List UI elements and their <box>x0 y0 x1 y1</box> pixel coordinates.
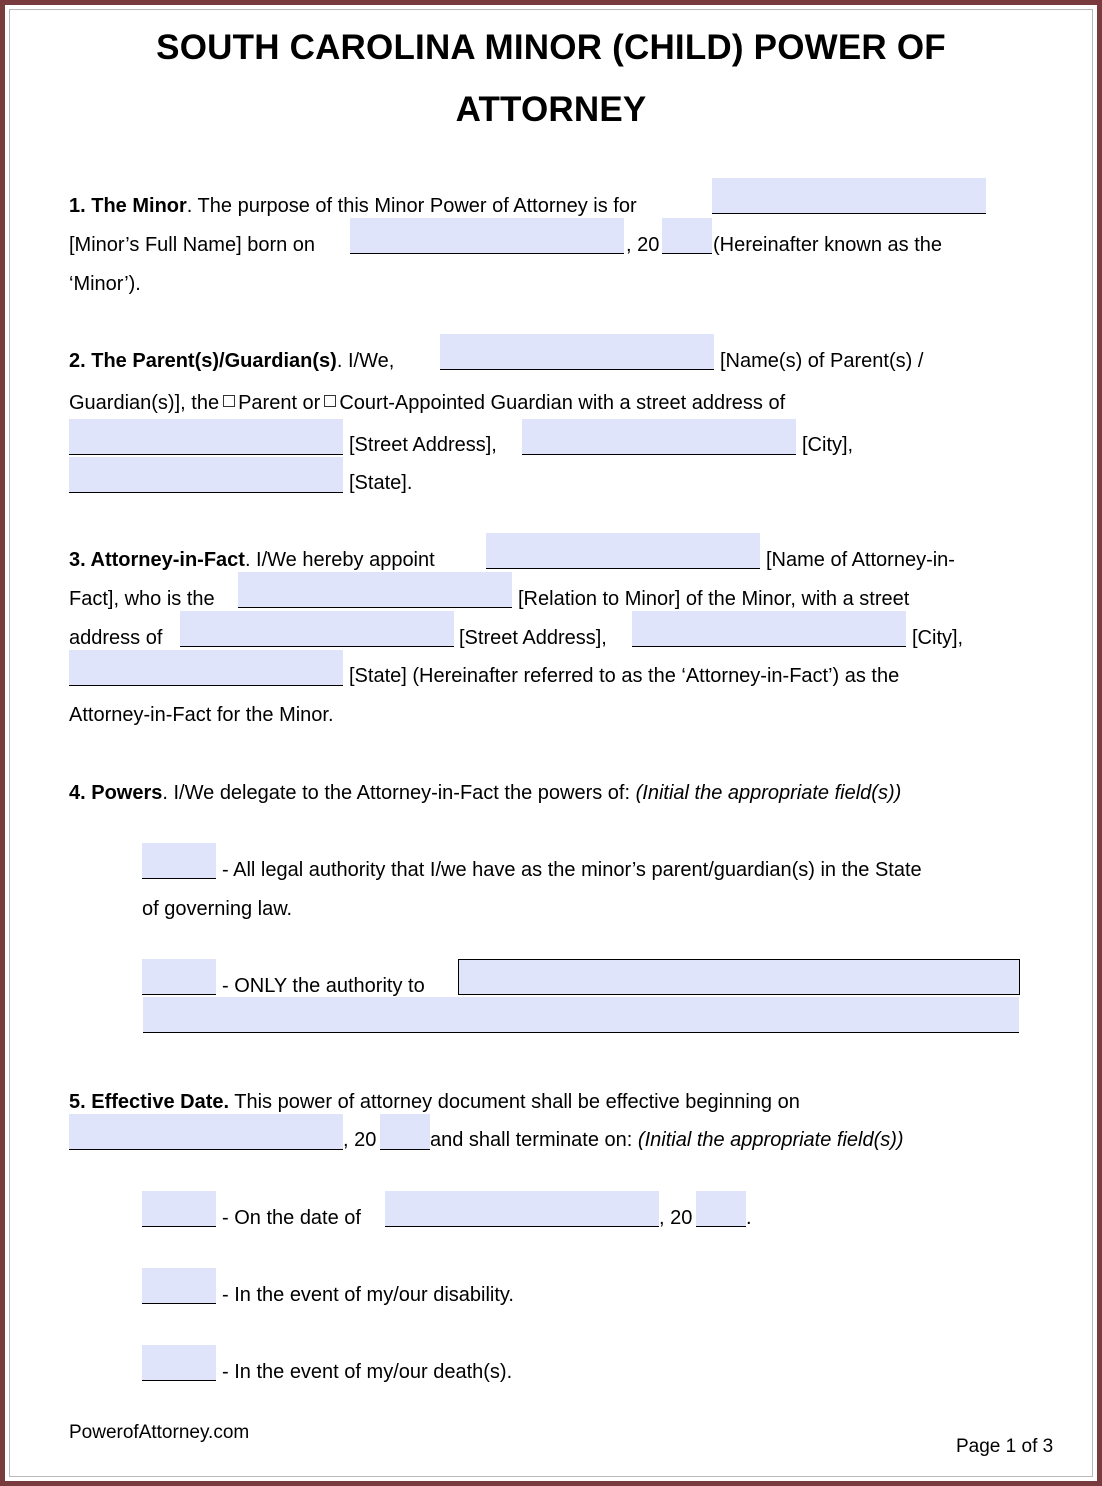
limited-authority-description-continued-field[interactable] <box>143 997 1019 1033</box>
section-1-line-3: ‘Minor’). <box>69 273 141 295</box>
section-1-line-2: [Minor’s Full Name] born on <box>69 234 316 256</box>
footer-page-number: Page 1 of 3 <box>956 1436 1054 1457</box>
parent-names-field[interactable] <box>440 334 714 370</box>
attorney-street-address-field[interactable] <box>180 611 454 647</box>
parent-state-field[interactable] <box>69 457 343 493</box>
section-2-line-2: Guardian(s)], the Parent or Court-Appointed Guardian with a street address of <box>69 392 786 414</box>
termination-year-field[interactable] <box>696 1191 746 1227</box>
attorney-city-field[interactable] <box>632 611 906 647</box>
powers-option-2-line: - ONLY the authority to <box>222 975 425 997</box>
section-1-line-1: 1. The Minor. The purpose of this Minor Power of Attorney is for <box>69 195 637 217</box>
parent-street-address-field[interactable] <box>69 419 343 455</box>
powers-limited-authority-initial-field[interactable] <box>142 959 216 995</box>
section-3-line-5: Attorney-in-Fact for the Minor. <box>69 704 334 726</box>
section-2-line-1: 2. The Parent(s)/Guardian(s). I/We, <box>69 350 395 372</box>
section-3-line-3: address of <box>69 627 163 649</box>
section-4-instruction: (Initial the appropriate field(s)) <box>635 782 902 804</box>
terminate-death-initial-field[interactable] <box>142 1345 216 1381</box>
minor-birth-year-field[interactable] <box>662 218 712 254</box>
section-4-heading: 4. Powers <box>69 782 163 804</box>
effective-start-date-field[interactable] <box>69 1114 343 1150</box>
section-5-instruction: (Initial the appropriate field(s)) <box>637 1129 904 1151</box>
termination-date-field[interactable] <box>385 1191 659 1227</box>
section-3-line-2: Fact], who is the <box>69 588 215 610</box>
footer-site: PowerofAttorney.com <box>69 1422 250 1443</box>
parent-city-field[interactable] <box>522 419 796 455</box>
section-2-heading: 2. The Parent(s)/Guardian(s) <box>69 350 337 372</box>
section-4-line-1: 4. Powers. I/We delegate to the Attorney-in-Fact the powers of: (Initial the appropriate field(s)) <box>69 782 902 804</box>
terminate-disability-initial-field[interactable] <box>142 1268 216 1304</box>
attorney-name-field[interactable] <box>486 533 760 569</box>
section-1-heading: 1. The Minor <box>69 195 187 217</box>
powers-option-1-line-1: - All legal authority that I/we have as the minor’s parent/guardian(s) in the State <box>222 859 922 881</box>
terminate-on-date-initial-field[interactable] <box>142 1191 216 1227</box>
attorney-state-field[interactable] <box>69 650 343 686</box>
minor-birth-date-field[interactable] <box>350 218 624 254</box>
attorney-relation-field[interactable] <box>238 572 512 608</box>
terminate-death-line: - In the event of my/our death(s). <box>222 1361 513 1383</box>
powers-option-1-line-2: of governing law. <box>142 898 293 920</box>
effective-start-year-field[interactable] <box>380 1114 430 1150</box>
section-3-line-1: 3. Attorney-in-Fact. I/We hereby appoint <box>69 549 435 571</box>
section-5-heading: 5. Effective Date. <box>69 1091 230 1113</box>
minor-full-name-field[interactable] <box>712 178 986 214</box>
section-5-line-1: 5. Effective Date. This power of attorney document shall be effective beginning on <box>69 1091 800 1113</box>
document-title-line2: ATTORNEY <box>455 90 647 129</box>
guardian-checkbox[interactable] <box>324 395 336 407</box>
terminate-disability-line: - In the event of my/our disability. <box>222 1284 514 1306</box>
parent-checkbox[interactable] <box>223 395 235 407</box>
section-3-heading: 3. Attorney-in-Fact <box>69 549 245 571</box>
document-title-line1: SOUTH CAROLINA MINOR (CHILD) POWER OF <box>156 28 946 67</box>
powers-all-authority-initial-field[interactable] <box>142 843 216 879</box>
limited-authority-description-field[interactable] <box>458 959 1020 995</box>
